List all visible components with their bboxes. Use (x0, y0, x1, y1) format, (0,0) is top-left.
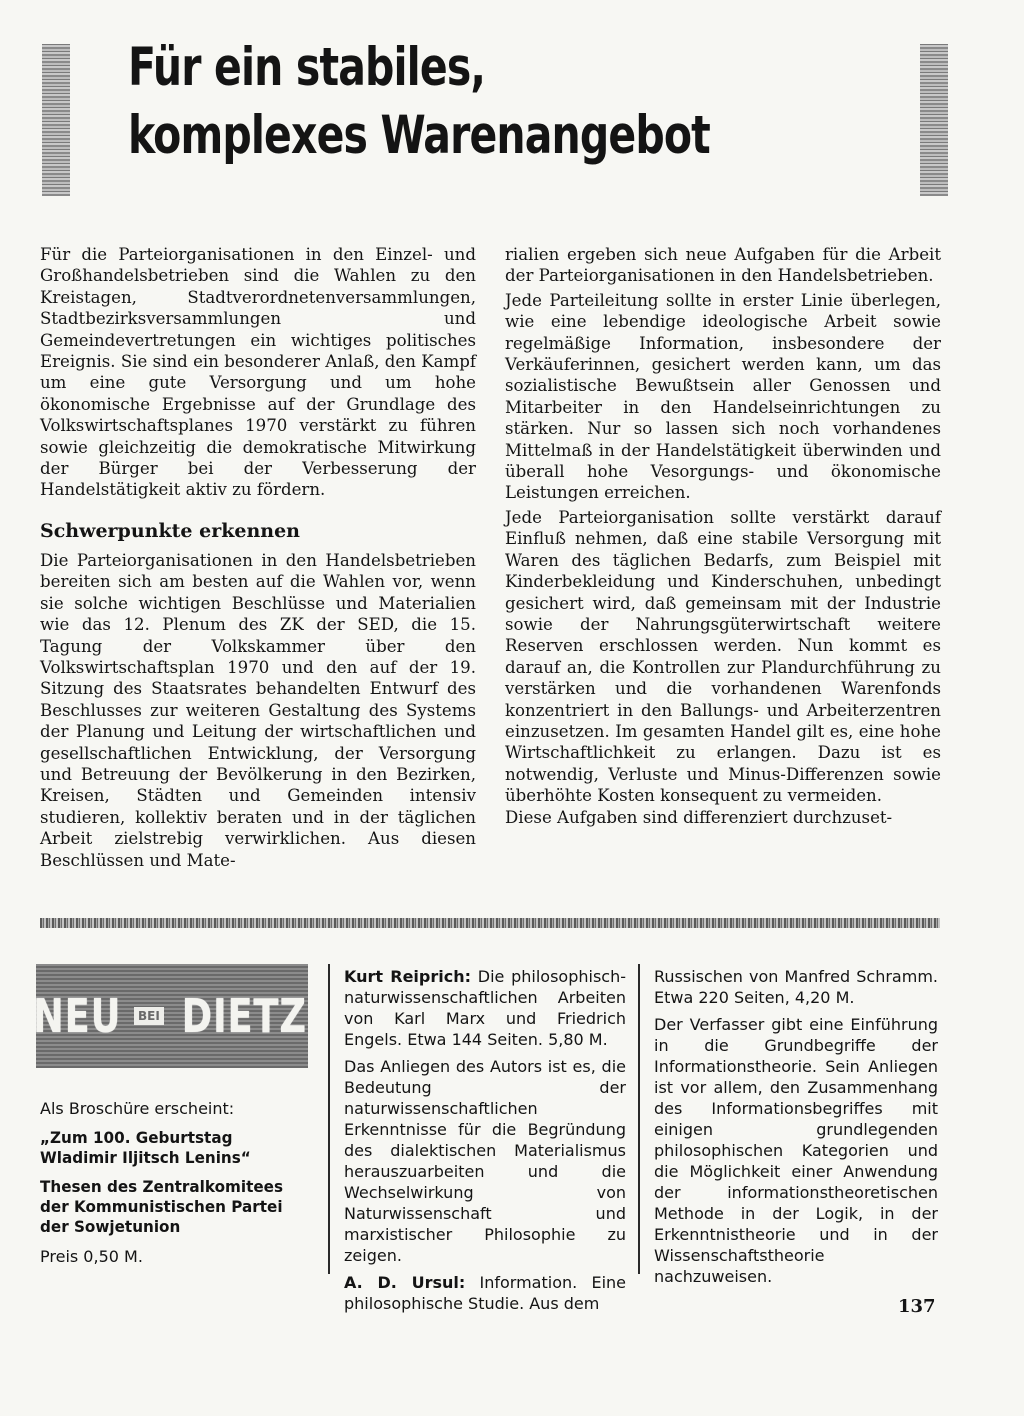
book2-details-end: Russischen von Manfred Schramm. Etwa 220 Seiten, 4,20 M. (654, 967, 938, 1007)
column-divider-1 (328, 964, 330, 1274)
decorative-bar-right (920, 44, 948, 196)
title-line-2: komplexes Warenangebot (128, 105, 710, 166)
book2-entry (344, 1272, 626, 1314)
column-divider-2 (638, 964, 640, 1274)
logo-word-bei: BEI (134, 1007, 164, 1025)
brochure-price: Preis 0,50 M. (40, 1247, 143, 1266)
paragraph-continued: Diese Aufgaben sind differenziert durchzuset- (505, 807, 893, 827)
section-paragraph: Die Parteiorganisationen in den Handelsbetrieben bereiten sich am besten auf die Wahlen vor, wenn sie solche wichtigen Beschlüsse und Materialien wie das 12. Plenum des ZK der SED, die 15. Tagung der Volkskammer über den Volkswirtschaftsplan 1970 und den auf der 19. Sitzung des Staatsrates behandelten Entwurf des Beschlusses zur weiteren Gestaltung des Systems der Planung und Leitung der wirtschaftlichen und gesellschaftlichen Entwicklung, der Versorgung und Betreuung der Bevölkerung in den Bezirken, Kreisen, Städten und Gemeinden intensiv studieren, kollektiv beraten und in der täglichen Arbeit zielstrebig verwirklichen. Aus diesen Beschlüssen und Mate- (40, 550, 476, 870)
continuation-paragraph: rialien ergeben sich neue Aufgaben für die Arbeit der Parteiorganisationen in den Handelsbetrieben. (505, 245, 941, 286)
article-column-right (505, 244, 941, 828)
section-divider (40, 918, 940, 928)
page-number: 137 (898, 1296, 936, 1317)
book-listing-right (654, 966, 938, 1293)
decorative-bar-left (42, 44, 70, 196)
logo-word-neu: NEU (32, 989, 121, 1043)
paragraph-parteileitung: Jede Parteileitung sollte in erster Linie überlegen, wie eine lebendige ideologische Arbeit sowie regelmäßige Information, insbesondere der Verkäuferinnen, gesichert werden kann, um das sozialistische Bewußtsein aller Genossen und Mitarbeiter in den Handelseinrichtungen zu stärken. Nur so lassen sich noch vorhandenes Mittelmaß in der Handelstätigkeit überwinden und überall hohe Vesorgungs- und ökonomische Leistungen erreichen. (505, 290, 941, 503)
intro-paragraph: Für die Parteiorganisationen in den Einzel- und Großhandelsbetrieben sind die Wahlen zu den Kreistagen, Stadtverordnetenversammlungen, Stadtbezirksversammlungen und Gemeindevertretungen ein wichtiges politisches Ereignis. Sie sind ein besonderer Anlaß, den Kampf um eine gute Versorgung und um hohe ökonomische Ergebnisse auf der Grundlage des Volkswirtschaftsplanes 1970 verstärkt zu führen sowie gleichzeitig die demokratische Mitwirkung der Bürger bei der Verbesserung der Handelstätigkeit aktiv zu fördern. (40, 245, 476, 500)
book-listing-middle (344, 966, 626, 1320)
brochure-subtitle: Thesen des Zentralkomitees der Kommunistischen Partei der Sowjetunion (40, 1177, 284, 1236)
book1-author: Kurt Reiprich: (344, 967, 472, 986)
page-title (128, 34, 799, 170)
article-column-left (40, 244, 476, 871)
title-line-1: Für ein stabiles, (128, 37, 486, 98)
book1-entry (344, 966, 626, 1050)
book2-author: A. D. Ursul: (344, 1273, 466, 1292)
publisher-logo (32, 964, 308, 1068)
brochure-notice (40, 1098, 310, 1276)
brochure-title: „Zum 100. Geburtstag Wladimir Iljitsch Lenins“ (40, 1128, 251, 1167)
brochure-intro: Als Broschüre erscheint: (40, 1099, 235, 1118)
book2-description: Der Verfasser gibt eine Einführung in die Grundbegriffe der Informationstheorie. Sein Anliegen ist vor allem, den Zusammenhang des Informationsbegriffes mit einigen grundlegenden philosophischen Kategorien und die Möglichkeit einer Anwendung der informationstheoretischen Methode in der Logik, in der Erkenntnistheorie und in der Wissenschaftstheorie nachzuweisen. (654, 1015, 938, 1286)
book2-details-start: Information. Eine philosophische Studie. Aus dem (344, 1273, 627, 1313)
book1-description: Das Anliegen des Autors ist es, die Bedeutung der naturwissenschaftlichen Erkenntnisse für die Begründung des dialektischen Materialismus herauszuarbeiten und die Wechselwirkung von Naturwissenschaft und marxistischer Philosophie zu zeigen. (344, 1057, 626, 1265)
logo-word-dietz: DIETZ (181, 989, 307, 1043)
section-heading: Schwerpunkte erkennen (40, 519, 300, 542)
paragraph-parteiorganisation: Jede Parteiorganisation sollte verstärkt darauf Einfluß nehmen, daß eine stabile Versorgung mit Waren des täglichen Bedarfs, zum Beispiel mit Kinderbekleidung und Kinderschuhen, unbedingt gesichert wird, daß gemeinsam mit der Industrie sowie der Nahrungsgüterwirtschaft weitere Reserven erschlossen werden. Nun kommt es darauf an, die Kontrollen zur Plandurchführung zu verstärken und die vorhandenen Warenfonds konzentriert in den Ballungs- und Arbeiterzentren einzusetzen. Im gesamten Handel gilt es, eine hohe Wirtschaftlichkeit zu erlangen. Dazu ist es notwendig, Verluste und Minus-Differenzen sowie überhöhte Kosten konsequent zu vermeiden. (505, 507, 941, 806)
book1-details: Die philosophisch-naturwissenschaftlichen Arbeiten von Karl Marx und Friedrich Engels. Etwa 144 Seiten. 5,80 M. (344, 967, 626, 1049)
